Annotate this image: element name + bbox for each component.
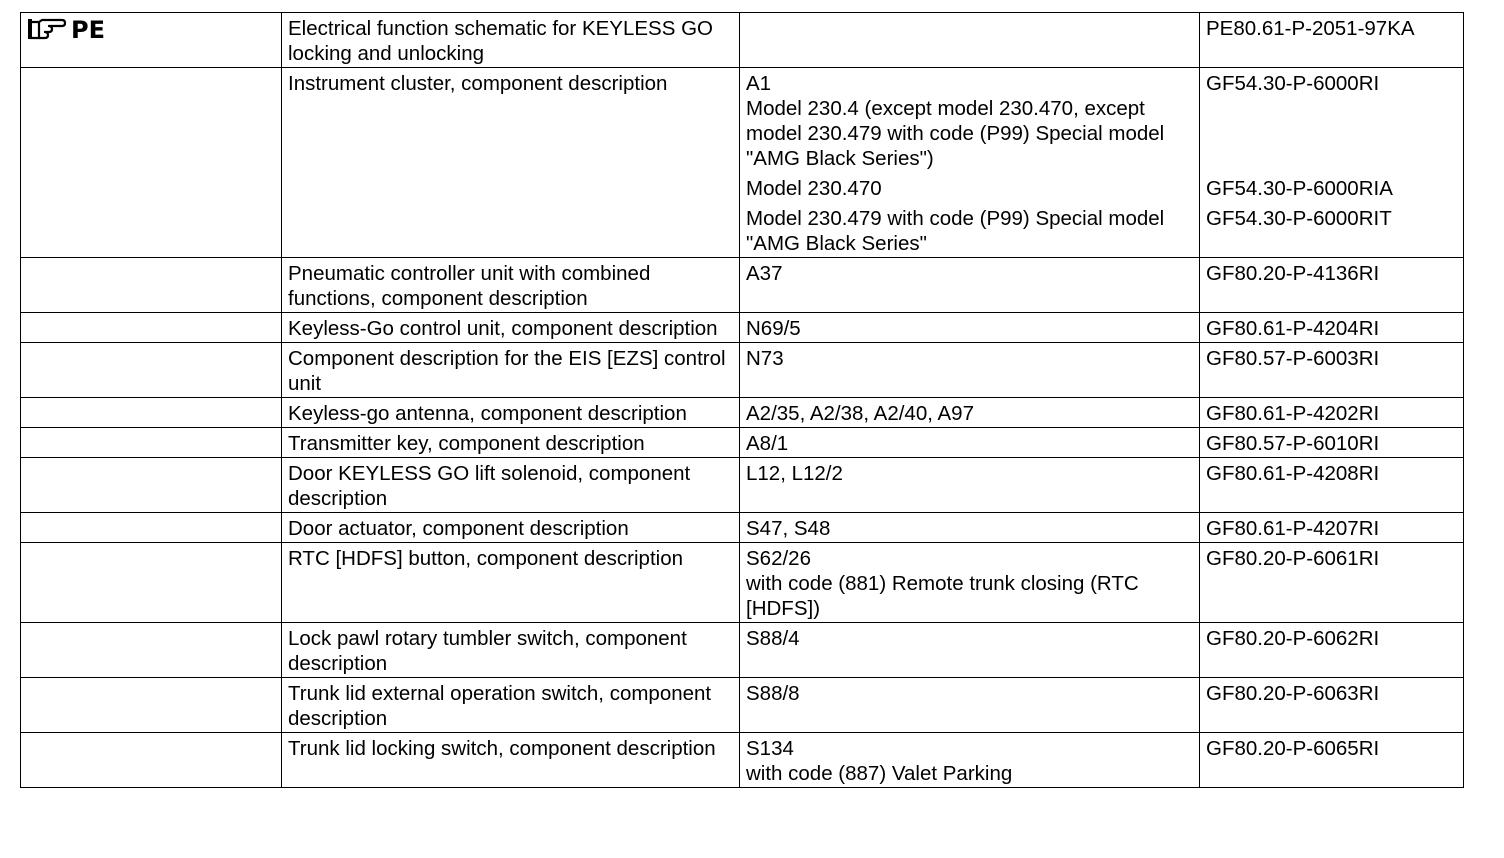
component-cell bbox=[740, 543, 1200, 623]
component-description: Transmitter key, component description bbox=[288, 432, 645, 455]
document-number: GF80.61-P-4208RI bbox=[1206, 462, 1380, 485]
table-row bbox=[21, 68, 1464, 258]
component-description: Keyless-go antenna, component description bbox=[288, 402, 687, 425]
table-row bbox=[21, 398, 1464, 428]
description-cell bbox=[282, 458, 740, 513]
component-designation: A1 Model 230.4 (except model 230.470, except model 230.479 with code (P99) Special model "AMG Black Series") bbox=[746, 72, 1165, 170]
document-number: GF80.20-P-4136RI bbox=[1206, 262, 1380, 285]
document-number: GF80.61-P-4204RI bbox=[1206, 317, 1380, 340]
table-row bbox=[21, 428, 1464, 458]
description-cell bbox=[282, 543, 740, 623]
pe-label: PE bbox=[71, 16, 105, 44]
document-cell bbox=[1200, 313, 1464, 343]
document-number: GF80.57-P-6003RI bbox=[1206, 347, 1380, 370]
description-cell bbox=[282, 343, 740, 398]
description-cell bbox=[282, 68, 740, 258]
component-cell bbox=[740, 678, 1200, 733]
document-cell bbox=[1200, 543, 1464, 623]
component-cell bbox=[740, 428, 1200, 458]
component-cell bbox=[740, 458, 1200, 513]
table-row bbox=[21, 458, 1464, 513]
document-number: GF80.57-P-6010RI bbox=[1206, 432, 1380, 455]
component-designation: N73 bbox=[746, 347, 784, 370]
component-cell bbox=[740, 313, 1200, 343]
table-row bbox=[21, 258, 1464, 313]
marker-cell bbox=[21, 343, 282, 398]
document-cell bbox=[1200, 513, 1464, 543]
document-cell bbox=[1200, 733, 1464, 788]
component-description: Trunk lid external operation switch, component description bbox=[288, 682, 717, 730]
document-number: GF80.20-P-6062RI bbox=[1206, 627, 1380, 650]
pe-component-cell bbox=[740, 13, 1200, 68]
document-cell bbox=[1200, 458, 1464, 513]
table-row bbox=[21, 623, 1464, 678]
pe-doc-cell bbox=[1200, 13, 1464, 68]
marker-cell bbox=[21, 733, 282, 788]
description-cell bbox=[282, 428, 740, 458]
component-cell bbox=[740, 513, 1200, 543]
marker-cell bbox=[21, 678, 282, 733]
document-number: GF80.61-P-4202RI bbox=[1206, 402, 1380, 425]
marker-cell bbox=[21, 68, 282, 258]
reference-table bbox=[20, 12, 1464, 788]
component-description: Component description for the EIS [EZS] control unit bbox=[288, 347, 732, 395]
component-description: Pneumatic controller unit with combined functions, component description bbox=[288, 262, 657, 310]
component-designation: L12, L12/2 bbox=[746, 462, 843, 485]
pe-row bbox=[21, 13, 1464, 68]
document-cell bbox=[1200, 428, 1464, 458]
component-designation: N69/5 bbox=[746, 317, 801, 340]
table-row bbox=[21, 543, 1464, 623]
document-cell bbox=[1200, 623, 1464, 678]
description-cell bbox=[282, 313, 740, 343]
component-designation: A37 bbox=[746, 262, 783, 285]
component-cell bbox=[740, 68, 1200, 258]
component-designation: Model 230.470 bbox=[746, 177, 882, 200]
document-number: GF80.20-P-6065RI bbox=[1206, 737, 1380, 760]
document-cell bbox=[1200, 398, 1464, 428]
table-row bbox=[21, 313, 1464, 343]
component-cell bbox=[740, 733, 1200, 788]
document-number: GF80.61-P-4207RI bbox=[1206, 517, 1380, 540]
description-cell bbox=[282, 733, 740, 788]
component-description: Lock pawl rotary tumbler switch, component description bbox=[288, 627, 693, 675]
document-number: GF54.30-P-6000RIT bbox=[1206, 207, 1392, 230]
marker-cell bbox=[21, 313, 282, 343]
component-designation: S88/4 bbox=[746, 627, 800, 650]
table-row bbox=[21, 678, 1464, 733]
marker-cell bbox=[21, 398, 282, 428]
description-cell bbox=[282, 623, 740, 678]
table-row bbox=[21, 343, 1464, 398]
component-cell bbox=[740, 258, 1200, 313]
component-designation: S47, S48 bbox=[746, 517, 831, 540]
pe-marker-cell bbox=[21, 13, 282, 68]
description-cell bbox=[282, 678, 740, 733]
document-cell bbox=[1200, 68, 1464, 258]
component-cell bbox=[740, 623, 1200, 678]
component-designation: S62/26 with code (881) Remote trunk closing (RTC [HDFS]) bbox=[746, 547, 1139, 620]
document-cell bbox=[1200, 678, 1464, 733]
marker-cell bbox=[21, 428, 282, 458]
marker-cell bbox=[21, 458, 282, 513]
component-designation: S88/8 bbox=[746, 682, 800, 705]
document-number: GF54.30-P-6000RIA bbox=[1206, 177, 1393, 200]
document-cell bbox=[1200, 258, 1464, 313]
marker-cell bbox=[21, 513, 282, 543]
pe-doc-number: PE80.61-P-2051-97KA bbox=[1206, 17, 1415, 40]
component-designation: A2/35, A2/38, A2/40, A97 bbox=[746, 402, 974, 425]
table-row bbox=[21, 513, 1464, 543]
component-designation: Model 230.479 with code (P99) Special model "AMG Black Series" bbox=[746, 207, 1170, 255]
component-description: Door KEYLESS GO lift solenoid, component description bbox=[288, 462, 696, 510]
component-description: RTC [HDFS] button, component description bbox=[288, 547, 683, 570]
component-designation: S134 with code (887) Valet Parking bbox=[746, 737, 1013, 785]
table-row bbox=[21, 733, 1464, 788]
marker-cell bbox=[21, 623, 282, 678]
pe-title: Electrical function schematic for KEYLESS GO locking and unlocking bbox=[288, 17, 719, 65]
pointing-hand-icon bbox=[27, 16, 67, 44]
component-description: Trunk lid locking switch, component description bbox=[288, 737, 716, 760]
component-designation: A8/1 bbox=[746, 432, 789, 455]
document-number: GF54.30-P-6000RI bbox=[1206, 72, 1380, 95]
reference-table-body bbox=[21, 13, 1464, 788]
component-description: Instrument cluster, component description bbox=[288, 72, 668, 95]
component-description: Door actuator, component description bbox=[288, 517, 629, 540]
pe-title-cell bbox=[282, 13, 740, 68]
document-number: GF80.20-P-6063RI bbox=[1206, 682, 1380, 705]
marker-cell bbox=[21, 543, 282, 623]
component-cell bbox=[740, 343, 1200, 398]
component-cell bbox=[740, 398, 1200, 428]
description-cell bbox=[282, 258, 740, 313]
component-description: Keyless-Go control unit, component description bbox=[288, 317, 718, 340]
marker-cell bbox=[21, 258, 282, 313]
description-cell bbox=[282, 398, 740, 428]
document-number: GF80.20-P-6061RI bbox=[1206, 547, 1380, 570]
document-cell bbox=[1200, 343, 1464, 398]
description-cell bbox=[282, 513, 740, 543]
pe-marker bbox=[27, 15, 105, 45]
